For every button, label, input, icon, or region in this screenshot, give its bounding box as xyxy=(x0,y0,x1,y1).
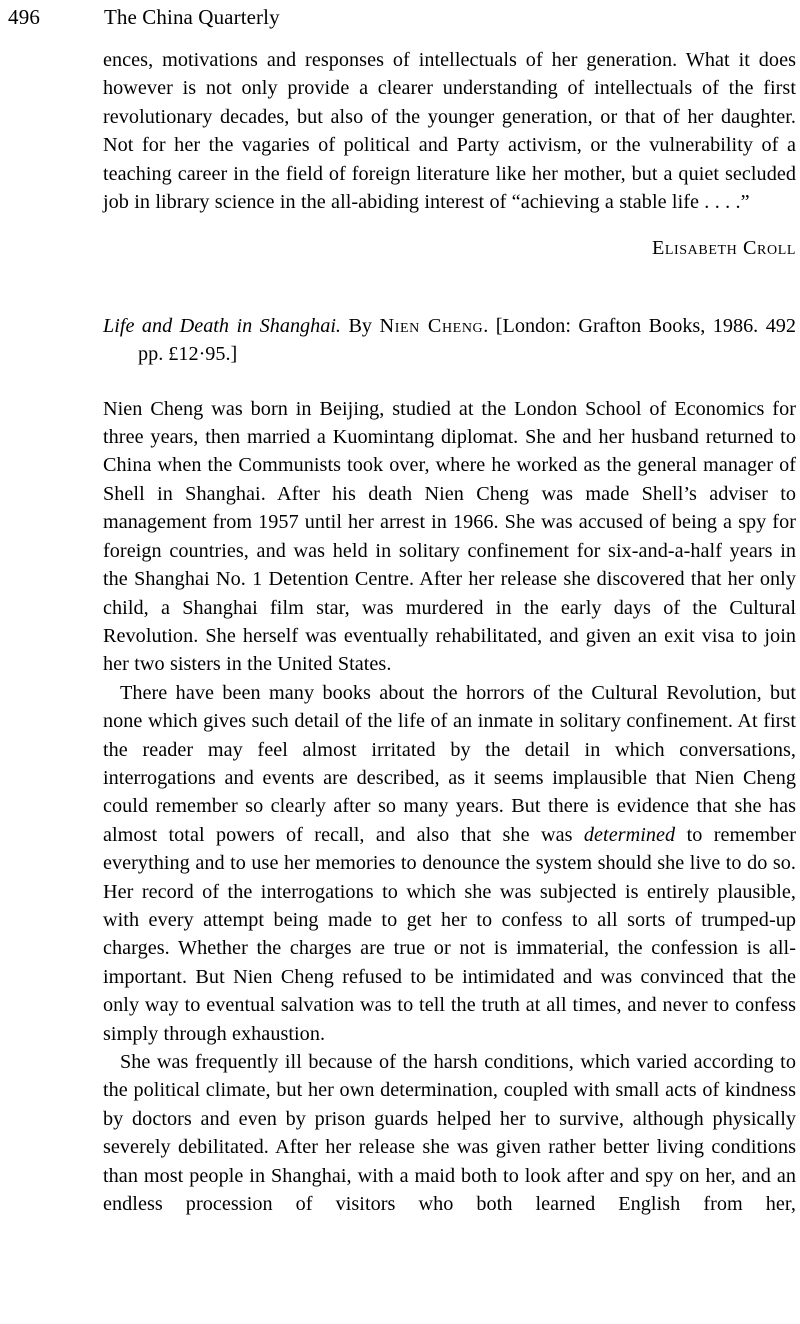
emphasized-word-determined: determined xyxy=(583,823,676,846)
citation-space-two xyxy=(372,315,379,337)
citation-author-period: . xyxy=(483,314,489,337)
citation-space-three xyxy=(488,315,495,337)
review-one-byline xyxy=(103,216,796,262)
review-two-paragraph-2 xyxy=(103,679,796,1048)
book-author: Nien Cheng xyxy=(379,314,484,337)
reviewer-name: Elisabeth Croll xyxy=(651,237,796,260)
book-citation xyxy=(103,263,796,369)
review-two-paragraph-3: She was frequently ill because of the harsh conditions, which varied according to the political climate, but her own determination, coupled with small acts of kindness by doctors and even by prison guards helped her to survive, although physically severely debilitated. After her release she was given rather better living conditions than most people in Shanghai, with a maid both to look after and spy on her, and an endless procession of visitors who both learned English from her, xyxy=(103,1051,796,1216)
book-publication-details: [London: Grafton Books, 1986. 492 pp. £12·95.] xyxy=(138,314,796,366)
review-one-continuation-paragraph: ences, motivations and responses of intellectuals of her generation. What it does however is not only provide a clearer understanding of intellectuals of the first revolutionary decades, but also of the younger generation, or that of her daughter. Not for her the vagaries of political and Party activism, or the vulnerability of a teaching career in the field of foreign literature like her mother, but a quiet secluded job in library science in the all-abiding interest of “achieving a stable life . . . .” xyxy=(103,49,796,214)
text-column xyxy=(103,46,796,1247)
paragraph-2-text-after-italic: to remember everything and to use her memories to denounce the system should she live to do so. Her record of the interrogations to which she was subjected is entirely plausible, with every attempt being made to get her to confess to all sorts of trumped-up charges. Whether the charges are true or not is immaterial, the confession is all-important. But Nien Cheng refused to be intimidated and was convinced that the only way to eventual salvation was to tell the truth at all times, and never to confess simply through exhaustion. xyxy=(103,823,797,1045)
running-head xyxy=(0,2,800,36)
paragraph-2-text-before-italic: There have been many books about the horrors of the Cultural Revolution, but none which gives such detail of the life of an inmate in solitary confinement. At first the reader may feel almost irritated by the detail in which conversations, interrogations and events are described, as it seems implausible that Nien Cheng could remember so clearly after so many years. But there is evidence that she has almost total powers of recall, and also that she was xyxy=(103,681,796,846)
review-two-paragraph-1: Nien Cheng was born in Beijing, studied at the London School of Economics for three years, then married a Kuomintang diplomat. She and her husband returned to China when the Communists took over, where he worked as the general manager of Shell in Shanghai. After his death Nien Cheng was made Shell’s adviser to management from 1957 until her arrest in 1966. She was accused of being a spy for foreign countries, and was held in solitary confinement for six-and-a-half years in the Shanghai No. 1 Detention Centre. After her release she discovered that her only child, a Shanghai film star, was murdered in the early days of the Cultural Revolution. She herself was eventually rehabilitated, and given an exit visa to join her two sisters in the United States. xyxy=(103,397,796,676)
book-title: Life and Death in Shanghai. xyxy=(103,314,341,337)
citation-by-word: By xyxy=(348,314,373,337)
journal-title: The China Quarterly xyxy=(104,5,280,29)
citation-spacer xyxy=(103,369,796,395)
page-number: 496 xyxy=(8,5,41,29)
